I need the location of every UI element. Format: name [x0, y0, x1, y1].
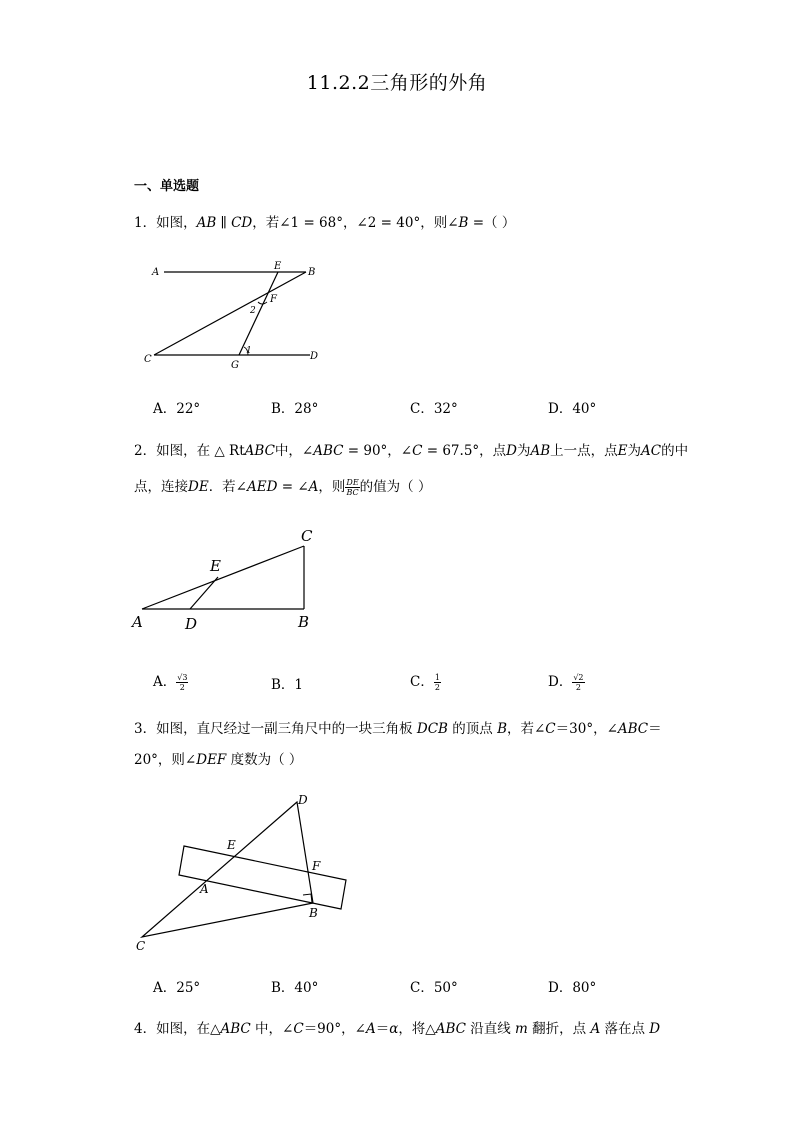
q2-label-a: A [132, 613, 143, 631]
q3-label-c: C [136, 939, 146, 953]
question-2-figure [130, 525, 330, 635]
q1-label-g: G [231, 360, 239, 371]
q1-option-b[interactable]: B．28° [271, 401, 319, 417]
q2-label-b: B [298, 613, 310, 631]
q3-label-a: A [200, 882, 209, 896]
q3-option-d[interactable]: D．80° [548, 980, 597, 996]
q3-label-d: D [298, 793, 308, 807]
question-1-stem: 1．如图，AB ∥ CD，若∠1 = 68°，∠2 = 40°，则∠B =（ ） [134, 215, 516, 231]
question-3-stem-line1: 3．如图，直尺经过一副三角尺中的一块三角板 DCB 的顶点 B，若∠C＝30°，∠ABC＝ [134, 721, 662, 737]
section-heading: 一、单选题 [134, 179, 200, 194]
q2-label-d: D [185, 615, 198, 633]
q1-option-d[interactable]: D．40° [548, 401, 597, 417]
q2-label-c: C [301, 527, 313, 545]
q1-label-a: A [152, 267, 160, 278]
q2-option-a[interactable]: A． $\frac{√3}{2}$ [153, 673, 188, 692]
q3-label-e: E [227, 838, 236, 852]
q1-option-c[interactable]: C．32° [410, 401, 458, 417]
question-4-stem: 4．如图，在△ABC 中，∠C＝90°，∠A＝α，将△ABC 沿直线 m 翻折，点 A 落在点 D [134, 1021, 661, 1037]
q2-label-e: E [210, 557, 221, 575]
q1-label-f: F [270, 294, 277, 305]
question-3-stem-line2: 20°，则∠DEF 度数为（ ） [134, 752, 303, 768]
q1-label-d: D [310, 351, 319, 362]
question-2-stem-line2: 点，连接DE．若∠AED = ∠A，则 $\frac{DE}{BC}$ 的值为（ ） [134, 478, 432, 497]
q3-option-c[interactable]: C．50° [410, 980, 458, 996]
q3-label-f: F [312, 859, 321, 873]
q3-option-a[interactable]: A．25° [153, 980, 201, 996]
q3-option-b[interactable]: B．40° [271, 980, 319, 996]
q2-fraction: $\frac{DE}{BC}$ [346, 478, 359, 497]
q1-label-e: E [274, 261, 282, 272]
question-3-figure [130, 790, 360, 955]
q1-label-2: 2 [250, 306, 256, 316]
q2-option-b[interactable]: B．1 [271, 677, 304, 693]
page-title: 11.2.2三角形的外角 [306, 72, 488, 94]
q1-label-b: B [308, 267, 316, 278]
q3-label-b: B [309, 906, 318, 920]
question-1-figure [140, 258, 340, 373]
question-2-stem-line1: 2．如图，在 △ RtABC中，∠ABC = 90°，∠C = 67.5°，点D为AB上一点，点E为AC的中 [134, 443, 689, 459]
q1-label-1: 1 [246, 346, 252, 356]
q1-option-a[interactable]: A．22° [153, 401, 201, 417]
q1-label-c: C [144, 354, 152, 365]
q2-option-d[interactable]: D． $\frac{√2}{2}$ [548, 673, 584, 692]
q2-option-c[interactable]: C． $\frac{1}{2}$ [410, 673, 440, 692]
